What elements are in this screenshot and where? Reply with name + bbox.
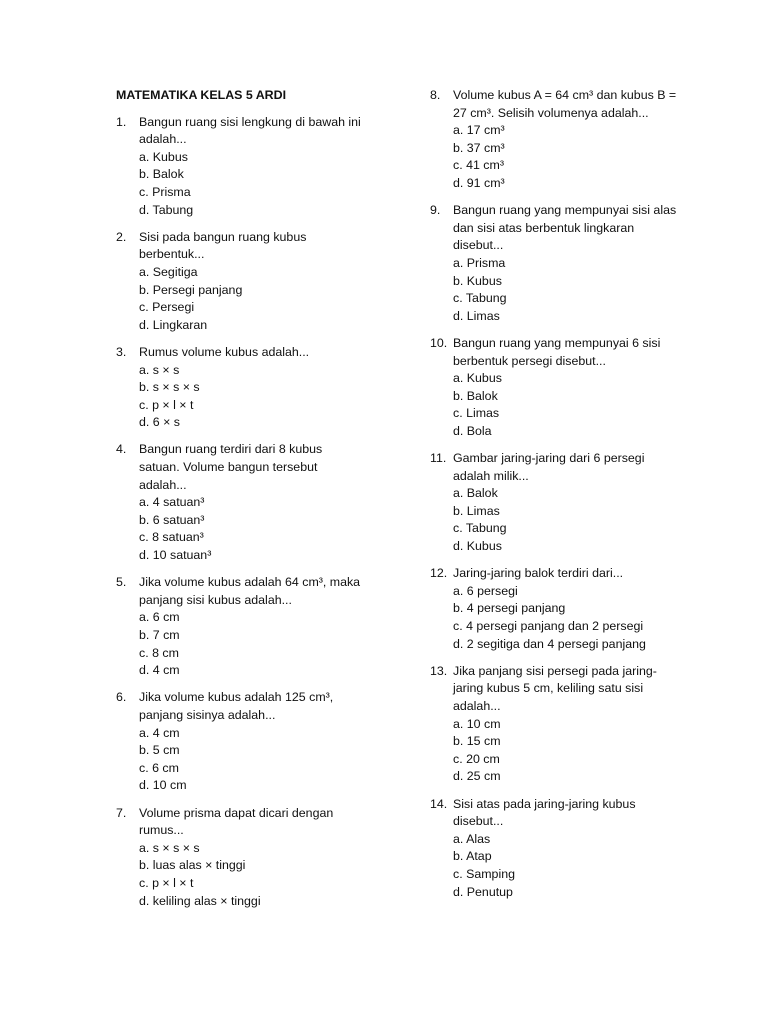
question-item bbox=[116, 229, 361, 335]
answer-options bbox=[139, 494, 361, 564]
question-text: Jika volume kubus adalah 64 cm³, maka panjang sisi kubus adalah... bbox=[139, 575, 361, 607]
question-number: 12. bbox=[430, 566, 448, 581]
question-body bbox=[139, 229, 361, 335]
answer-option: c. 4 persegi panjang dan 2 persegi bbox=[453, 619, 644, 633]
answer-options bbox=[453, 716, 680, 786]
answer-options bbox=[139, 149, 361, 219]
question-number: 11. bbox=[430, 451, 447, 466]
answer-option: c. 20 cm bbox=[453, 751, 500, 766]
answer-option: d. keliling alas × tinggi bbox=[139, 893, 261, 908]
question-body bbox=[139, 805, 361, 911]
question-body bbox=[453, 450, 680, 556]
answer-option: c. Tabung bbox=[453, 521, 507, 536]
answer-options bbox=[139, 725, 361, 795]
question-number: 10. bbox=[430, 335, 448, 350]
question-text: Bangun ruang terdiri dari 8 kubus satuan. Volume bangun tersebut adalah... bbox=[139, 442, 323, 492]
question-text: Bangun ruang yang mempunyai sisi alas dan sisi atas berbentuk lingkaran disebut... bbox=[453, 203, 677, 253]
answer-option: b. Kubus bbox=[453, 273, 502, 288]
answer-option: c. Prisma bbox=[139, 184, 191, 199]
question-text: Jika volume kubus adalah 125 cm³, panjang sisinya adalah... bbox=[139, 690, 334, 722]
answer-option: d. Penutup bbox=[453, 884, 513, 899]
question-text: Volume prisma dapat dicari dengan rumus... bbox=[139, 805, 334, 838]
question-list-right bbox=[430, 87, 680, 901]
answer-option: b. Limas bbox=[453, 503, 500, 518]
answer-option: a. Kubus bbox=[139, 149, 188, 164]
answer-option: d. 6 × s bbox=[139, 415, 180, 430]
answer-option: a. 6 persegi bbox=[453, 583, 518, 598]
question-text: Jika panjang sisi persegi pada jaring-jaring kubus 5 cm, keliling satu sisi adalah... bbox=[453, 663, 657, 713]
answer-option: d. 25 cm bbox=[453, 769, 501, 784]
answer-options bbox=[139, 840, 361, 910]
answer-option: c. 8 cm bbox=[139, 645, 179, 660]
question-item bbox=[430, 796, 680, 902]
answer-option: a. 4 satuan³ bbox=[139, 495, 205, 510]
answer-options bbox=[139, 264, 361, 334]
question-text: Bangun ruang sisi lengkung di bawah ini adalah... bbox=[139, 114, 361, 147]
question-body bbox=[453, 565, 680, 653]
answer-option: c. 41 cm³ bbox=[453, 158, 504, 173]
answer-options bbox=[139, 362, 361, 432]
question-item bbox=[430, 87, 680, 193]
answer-options bbox=[453, 255, 680, 325]
answer-option: d. 2 segitiga dan 4 persegi panjang bbox=[453, 636, 646, 651]
answer-option: d. Limas bbox=[453, 308, 500, 323]
answer-option: c. 6 cm bbox=[139, 760, 179, 775]
question-body bbox=[453, 663, 680, 786]
question-number: 6. bbox=[116, 690, 127, 705]
answer-option: a. Prisma bbox=[453, 255, 506, 270]
question-item bbox=[116, 689, 361, 795]
question-body bbox=[139, 114, 361, 220]
answer-option: b. 6 satuan³ bbox=[139, 512, 205, 527]
answer-option: d. 10 cm bbox=[139, 778, 187, 793]
question-item bbox=[116, 114, 361, 220]
question-number: 7. bbox=[116, 805, 127, 820]
answer-option: b. 37 cm³ bbox=[453, 140, 505, 155]
question-item bbox=[430, 335, 680, 441]
answer-option: a. s × s × s bbox=[139, 840, 200, 855]
question-number: 13. bbox=[430, 663, 448, 678]
question-number: 5. bbox=[116, 575, 127, 590]
answer-option: a. 17 cm³ bbox=[453, 123, 505, 138]
answer-options bbox=[453, 122, 680, 192]
answer-option: d. Kubus bbox=[453, 539, 502, 554]
question-number: 4. bbox=[116, 442, 127, 457]
answer-option: b. Atap bbox=[453, 849, 492, 864]
answer-option: b. 5 cm bbox=[139, 743, 180, 758]
answer-option: d. 4 cm bbox=[139, 663, 180, 678]
question-text: Volume kubus A = 64 cm³ dan kubus B = 27 cm³. Selisih volumenya adalah... bbox=[453, 88, 677, 120]
question-body bbox=[139, 574, 361, 680]
question-number: 8. bbox=[430, 88, 441, 102]
question-list-left bbox=[116, 114, 361, 911]
answer-option: a. 10 cm bbox=[453, 716, 501, 731]
question-item bbox=[430, 202, 680, 325]
page-title: MATEMATIKA KELAS 5 ARDI bbox=[116, 88, 287, 102]
question-text: Sisi atas pada jaring-jaring kubus disebut... bbox=[453, 796, 636, 829]
answer-option: d. 91 cm³ bbox=[453, 175, 505, 190]
answer-option: b. luas alas × tinggi bbox=[139, 858, 246, 873]
answer-option: c. Tabung bbox=[453, 291, 507, 306]
answer-option: b. s × s × s bbox=[139, 380, 200, 395]
question-number: 9. bbox=[430, 203, 441, 218]
answer-option: d. Tabung bbox=[139, 202, 194, 217]
answer-options bbox=[453, 485, 680, 555]
answer-option: c. 8 satuan³ bbox=[139, 530, 204, 545]
question-text: Bangun ruang yang mempunyai 6 sisi berbentuk persegi disebut... bbox=[453, 335, 661, 368]
question-item bbox=[430, 450, 680, 556]
question-body bbox=[453, 796, 680, 902]
question-body bbox=[453, 202, 680, 325]
answer-option: a. 4 cm bbox=[139, 725, 180, 740]
answer-option: a. Balok bbox=[453, 486, 498, 501]
answer-option: c. Samping bbox=[453, 866, 515, 881]
question-item bbox=[116, 441, 361, 564]
question-body bbox=[453, 335, 680, 441]
question-number: 3. bbox=[116, 344, 127, 359]
answer-options bbox=[453, 370, 680, 440]
left-column bbox=[116, 87, 361, 920]
question-body bbox=[139, 441, 361, 564]
question-item bbox=[116, 805, 361, 911]
answer-options bbox=[453, 831, 680, 901]
answer-option: b. Balok bbox=[139, 167, 184, 182]
answer-option: a. Alas bbox=[453, 831, 491, 846]
answer-option: b. Balok bbox=[453, 388, 498, 403]
question-number: 2. bbox=[116, 229, 127, 244]
answer-option: b. 4 persegi panjang bbox=[453, 601, 566, 616]
question-text: Sisi pada bangun ruang kubus berbentuk... bbox=[139, 229, 307, 262]
question-body bbox=[139, 344, 361, 432]
answer-option: b. 7 cm bbox=[139, 628, 180, 642]
answer-option: c. Persegi bbox=[139, 300, 195, 315]
answer-option: a. Segitiga bbox=[139, 264, 198, 279]
question-number: 1. bbox=[116, 114, 127, 129]
answer-option: d. Lingkaran bbox=[139, 317, 208, 332]
question-number: 14. bbox=[430, 796, 448, 811]
answer-option: b. Persegi panjang bbox=[139, 282, 243, 297]
answer-option: c. p × l × t bbox=[139, 397, 194, 412]
answer-option: d. Bola bbox=[453, 423, 492, 438]
answer-option: d. 10 satuan³ bbox=[139, 548, 212, 563]
answer-options bbox=[453, 583, 680, 653]
question-body bbox=[139, 689, 361, 795]
answer-option: c. p × l × t bbox=[139, 875, 194, 890]
answer-option: b. 15 cm bbox=[453, 734, 501, 749]
question-item bbox=[116, 344, 361, 432]
answer-option: a. s × s bbox=[139, 362, 180, 377]
question-text: Rumus volume kubus adalah... bbox=[139, 344, 310, 359]
question-text: Gambar jaring-jaring dari 6 persegi adalah milik... bbox=[453, 451, 645, 483]
question-body bbox=[453, 87, 680, 193]
question-item bbox=[430, 663, 680, 786]
question-item bbox=[430, 565, 680, 653]
answer-option: a. 6 cm bbox=[139, 610, 180, 625]
answer-options bbox=[139, 609, 361, 679]
question-item bbox=[116, 574, 361, 680]
question-text: Jaring-jaring balok terdiri dari... bbox=[453, 566, 624, 581]
right-column bbox=[430, 87, 680, 911]
answer-option: a. Kubus bbox=[453, 371, 502, 386]
answer-option: c. Limas bbox=[453, 406, 500, 421]
